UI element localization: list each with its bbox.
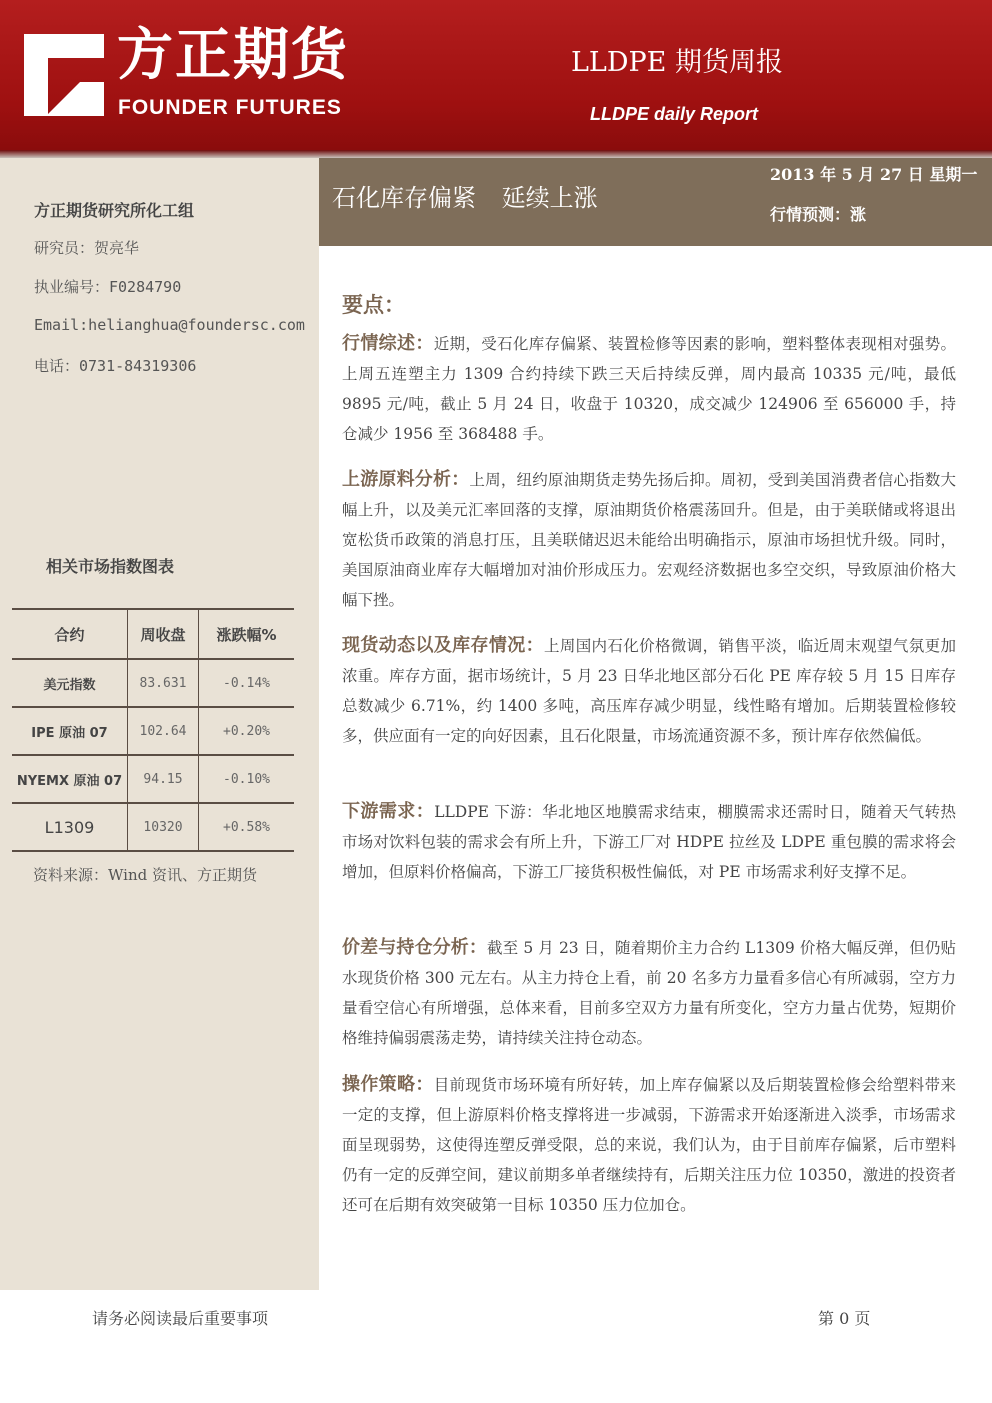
section-spot-inventory xyxy=(342,631,956,751)
market-prediction: 行情预测：涨 xyxy=(770,205,867,224)
section-heading: 价差与持仓分析： xyxy=(342,937,488,958)
license-number: 执业编号：F0284790 xyxy=(34,278,182,296)
report-headline: 石化库存偏紧 延续上涨 xyxy=(332,184,598,212)
table-row xyxy=(12,707,294,755)
report-date: 2013 年 5 月 27 日 星期一 xyxy=(770,165,978,184)
section-heading: 行情综述： xyxy=(342,333,434,354)
section-text: 截至 5 月 23 日，随着期价主力合约 L1309 价格大幅反弹，但仍贴水现货价格 300 元左右。从主力持仓上看，前 20 名多方力量看多信心有所减弱，空方力量看空信心有所增强，总体来看，目前多空双方力量有所变化，空方力量占优势，短期价格维持偏弱震荡走势，请持续关注持仓动态。 xyxy=(342,939,957,1047)
change-percent: +0.58% xyxy=(199,803,295,851)
change-percent: -0.14% xyxy=(199,659,295,707)
research-org: 方正期货研究所化工组 xyxy=(34,201,195,220)
founder-logo-icon xyxy=(24,34,104,116)
weekly-close: 83.631 xyxy=(128,659,199,707)
section-heading: 现货动态以及库存情况： xyxy=(342,635,544,656)
section-heading: 操作策略： xyxy=(342,1074,434,1095)
section-market-overview xyxy=(342,329,956,449)
section-text: 上周，纽约原油期货走势先扬后抑。周初，受到美国消费者信心指数大幅上升，以及美元汇率回落的支撑，原油期货价格震荡回升。但是，由于美联储或将退出宽松货币政策的消息打压，且美联储迟迟未能给出明确指示，原油市场担忧升级。同时，美国原油商业库存大幅增加对油价形成压力。宏观经济数据也多空交织，导致原油价格大幅下挫。 xyxy=(342,471,956,609)
page-number: 第 0 页 xyxy=(818,1309,871,1328)
column-header-close: 周收盘 xyxy=(128,609,199,659)
data-source-note: 资料来源：Wind 资讯、方正期货 xyxy=(33,866,257,884)
weekly-close: 102.64 xyxy=(128,707,199,755)
section-text: LLDPE 下游：华北地区地膜需求结束，棚膜需求还需时日，随着天气转热市场对饮料包装的需求会有所上升，下游工厂对 HDPE 拉丝及 LDPE 重包膜的需求将会增加，但原料价格偏高，下游工厂接货积极性偏低，对 PE 市场需求利好支撑不足。 xyxy=(342,803,957,881)
logo-english-name: FOUNDER FUTURES xyxy=(118,96,342,119)
weekly-close: 10320 xyxy=(128,803,199,851)
footer-disclaimer: 请务必阅读最后重要事项 xyxy=(92,1309,269,1328)
column-header-contract: 合约 xyxy=(12,609,128,659)
contract-name: L1309 xyxy=(12,803,128,851)
weekly-close: 94.15 xyxy=(128,755,199,803)
contract-name: IPE 原油 07 xyxy=(12,707,128,755)
change-percent: +0.20% xyxy=(199,707,295,755)
report-subtitle: LLDPE daily Report xyxy=(590,104,759,124)
section-heading: 下游需求： xyxy=(342,801,435,822)
logo-chinese-name: 方正期货 xyxy=(117,23,349,88)
report-title: LLDPE 期货周报 xyxy=(571,47,783,78)
section-text: 目前现货市场环境有所好转，加上库存偏紧以及后期装置检修会给塑料带来一定的支撑，但上游原料价格支撑将进一步减弱，下游需求开始逐渐进入淡季，市场需求面呈现弱势，这使得连塑反弹受限，总的来说，我们认为，由于目前库存偏紧，后市塑料仍有一定的反弹空间，建议前期多单者继续持有，后期关注压力位 10350，激进的投资者还可在后期有效突破第一目标 10350 压力位加仓。 xyxy=(342,1076,956,1214)
table-row xyxy=(12,803,294,851)
market-index-table xyxy=(12,608,294,852)
email-address: Email:helianghua@foundersc.com xyxy=(34,316,305,334)
contract-name: 美元指数 xyxy=(12,659,128,707)
section-text: 上周国内石化价格微调，销售平淡，临近周末观望气氛更加浓重。库存方面，据市场统计，5 月 23 日华北地区部分石化 PE 库存较 5 月 15 日库存总数减少 6.71%，约 1400 多吨，高压库存减少明显，线性略有增加。后期装置检修较多，供应面有一定的向好因素，且石化限量，市场流通资源不多，预计库存依然偏低。 xyxy=(342,637,956,745)
phone-number: 电话：0731-84319306 xyxy=(34,357,197,375)
section-heading: 上游原料分析： xyxy=(342,469,470,490)
change-percent: -0.10% xyxy=(199,755,295,803)
table-row xyxy=(12,659,294,707)
key-points-title: 要点： xyxy=(342,293,405,317)
table-row xyxy=(12,755,294,803)
market-table-title: 相关市场指数图表 xyxy=(46,557,175,576)
section-spread-position xyxy=(342,933,956,1053)
contract-name: NYEMX 原油 07 xyxy=(12,755,128,803)
table-header-row xyxy=(12,609,294,659)
column-header-change: 涨跌幅% xyxy=(199,609,295,659)
researcher-name: 研究员：贺亮华 xyxy=(34,239,140,257)
section-strategy xyxy=(342,1070,956,1220)
section-upstream-analysis xyxy=(342,465,956,615)
header-divider xyxy=(0,150,992,158)
section-downstream-demand xyxy=(342,797,956,887)
section-text: 近期，受石化库存偏紧、装置检修等因素的影响，塑料整体表现相对强势。上周五连塑主力 1309 合约持续下跌三天后持续反弹，周内最高 10335 元/吨，最低 9895 元/吨，截止 5 月 24 日，收盘于 10320，成交减少 124906 至 656000 手，持仓减少 1956 至 368488 手。 xyxy=(342,335,956,443)
